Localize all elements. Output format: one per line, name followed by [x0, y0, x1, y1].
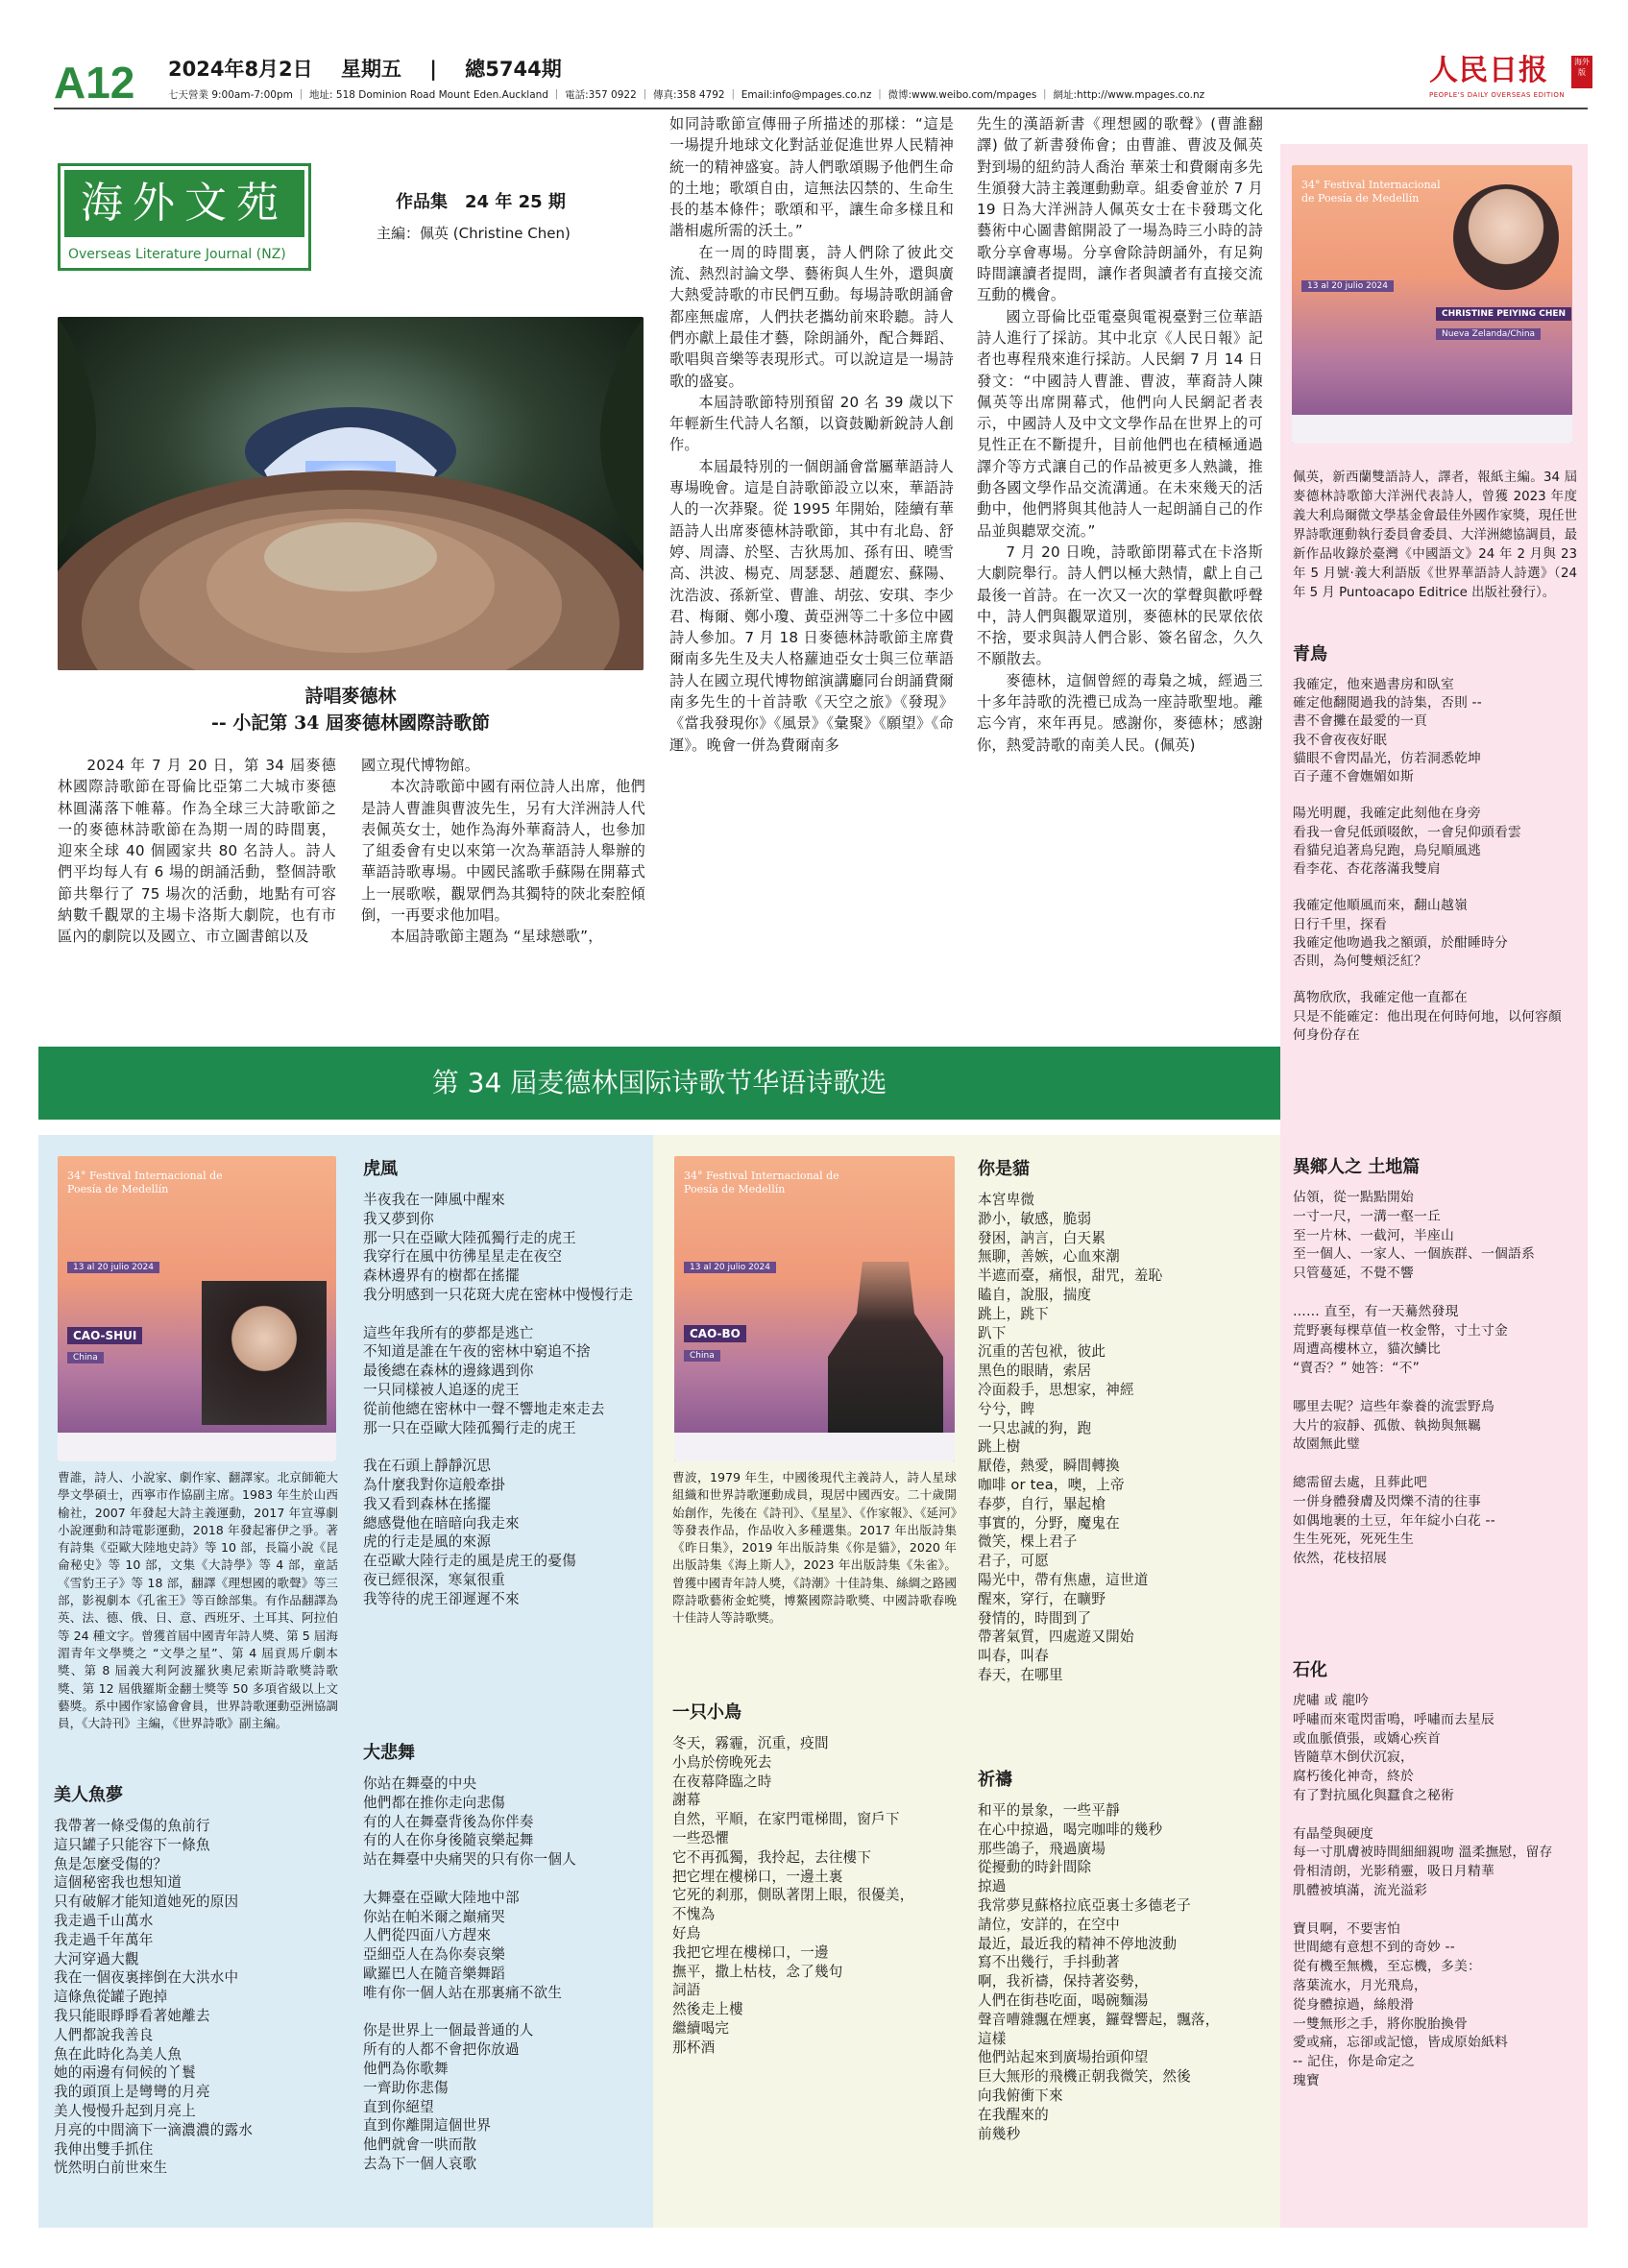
amphitheater-photo	[58, 317, 644, 670]
poem-title: 大悲舞	[363, 1743, 415, 1763]
poem-title: 石化	[1293, 1660, 1327, 1680]
poem-title: 你是貓	[978, 1159, 1030, 1179]
header-rule	[54, 108, 1588, 109]
poem-body: 我確定，他來過書房和臥室 確定他翻閱過我的詩集，否則 -- 書不會攤在最愛的一頁 我不會夜夜好眠 貓眼不會閃晶光，仿若洞悉乾坤 百子蓮不會嫵媚如斯 陽光明麗，我確定此刻他在身旁 看我一會兒低頭啜飲，一會兒仰頭看雲 看貓兒追著鳥兒跑，鳥兒順風逃 看李花、杏花落滿我雙肩 我確定他順風而來，翻山越嶺 日行千里，探看 我確定他吻過我之額頭，於酣睡時分 否則，為何雙頰泛紅？ 萬物欣欣，我確定他一直都在 只是不能確定：他出現在何時何地，以何容顏 何身份存在	[1293, 677, 1562, 1043]
poem-title: 祈禱	[978, 1770, 1012, 1790]
masthead-title: 海外文苑	[64, 170, 304, 237]
page-number: A12	[54, 58, 135, 108]
poem-title: 異鄉人之 土地篇	[1293, 1157, 1421, 1177]
poster-date: 13 al 20 julio 2024	[67, 1262, 159, 1273]
poem-meirenyu	[54, 1782, 342, 2224]
separator: |	[429, 58, 437, 81]
poster-country: China	[684, 1350, 720, 1362]
paragraph: 本屆詩歌節主題為 “星球戀歌”，	[390, 928, 603, 946]
issue-date: 2024年8月2日	[168, 58, 313, 81]
poem-title: 一只小鳥	[672, 1702, 741, 1723]
poster-date: 13 al 20 julio 2024	[684, 1262, 776, 1273]
contact-info: 七天營業 9:00am-7:00pm ｜ 地址: 518 Dominion Road Mount Eden.Auckland ｜ 電話:357 0922 ｜ 傳真:358 4792 ｜ Email:info@mpages.co.nz ｜ 微博:www.weibo.com/mpages ｜ 網址:http://www.mpages.co.nz	[168, 89, 1205, 101]
poster-caobo	[674, 1156, 955, 1461]
paragraph: 本屆詩歌節特別預留 20 名 39 歲以下年輕新生代詩人名額，以資鼓勵新銳詩人創作。	[669, 393, 954, 454]
poster-footer	[58, 1433, 336, 1461]
poem-nishimao	[978, 1156, 1270, 1732]
poem-body: 我帶著一條受傷的魚前行 這只罐子只能容下一條魚 魚是怎麼受傷的？ 這個秘密我也想知道 只有破解才能知道她死的原因 我走過千山萬水 我走過千年萬年 大河穿過大觀 我在一個夜裏摔倒在大洪水中 這條魚從罐子跑掉 我只能眼睜睜看著她離去 人們都說我善良 魚在此時化為美人魚 她的兩邊有伺候的丫鬟 我的頭頂上是彎彎的月亮 美人慢慢升起到月亮上 月亮的中間滴下一滴濃濃的露水 我伸出雙手抓住 恍然明白前世來生	[54, 1818, 254, 2177]
caobo-bio: 曹波，1979 年生，中國後現代主義詩人，詩人星球組織和世界詩歌運動成員，現居中國西安。二十歲開始創作，先後在《詩刊》、《星星》、《作家報》、《延河》等發表作品，作品收入多種選集。2017 年出版詩集《昨日集》，2019 年出版詩集《你是貓》，2020 年出版詩集《海上斯人》，2023 年出版詩集《朱雀》。曾獲中國青年詩人獎，《詩潮》十佳詩集、絲綢之路國際詩歌藝術金蛇獎，博鰲國際詩歌獎、中國詩歌春晚十佳詩人等詩歌獎。	[672, 1470, 957, 1626]
paragraph: 麥德林，這個曾經的毒梟之城，經過三十多年詩歌的洗禮已成為一座詩歌聖地。離忘今宵，來年再見。感謝你，麥德林；感謝你，熱愛詩歌的南美人民。(佩英)	[977, 671, 1263, 754]
paragraph: 2024 年 7 月 20 日，第 34 屆麥德林國際詩歌節在哥倫比亞第二大城市麥德林圓滿落下帷幕。作為全球三大詩歌節之一的麥德林詩歌節在為期一周的時間裏，迎來全球 40 個國家共 80 名詩人。詩人們平均每人有 6 場的朗誦活動，整個詩歌節共舉行了 75 場次的活動，地點有可容納數千觀眾的主場卡洛斯大劇院，也有市區內的劇院以及國立、市立圖書館以及	[58, 757, 336, 946]
poem-dabeiwu	[363, 1740, 651, 2220]
poster-name: CAO-SHUI	[67, 1327, 142, 1344]
author-portrait	[828, 1262, 943, 1435]
collection-issue: 作品集 24 年 25 期	[396, 192, 566, 212]
poster-name: CAO-BO	[684, 1325, 746, 1342]
paragraph: 如同詩歌節宣傳冊子所描述的那樣：“這是一場提升地球文化對話並促進世界人民精神統一的精神盛宴。詩人們歌頌賜予他們生命的土地；歌頌自由，這無法囚禁的、生命生長的基本條件；歌頌和平，讓生命多樣且和諧相處所需的沃土。”	[669, 115, 954, 240]
author-portrait	[1453, 184, 1559, 290]
poem-body: 本宮卑微 渺小，敏感，脆弱 發困，訥言，白天累 無聊，善嫉，心血來潮 半遮而臺，痛恨，甜咒，羞恥 瞌自，說服，揣度 跳上，跳下 趴下 沉重的苦包袱，彼此 黑色的眼睛，索居 冷面殺手，思想家，神經 兮兮，睥 一只忠誠的狗，跑 跳上樹 厭倦，熱愛，瞬間轉換 咖啡 or tea，噢，上帝 春夢，自行，畢起槍 事實的，分野，魔鬼在 微笑，棵上君子 君子，可愿 陽光中，帶有焦慮，這世道 醒來，穿行，在曠野 發情的，時間到了 帶著氣質，四處遊又開始 叫春，叫春 春天，在哪里	[978, 1192, 1163, 1683]
poster-title: 34° Festival Internacional de Poesía de Medellín	[1301, 179, 1441, 205]
poster-caoshui	[58, 1156, 336, 1461]
caoshui-bio: 曹誰，詩人、小說家、劇作家、翻譯家。北京師範大學文學碩士，西寧市作協副主席。1983 年生於山西榆社，2007 年發起大詩主義運動，2017 年宣導劇小說運動和詩電影運動，2018 年發起審伊之爭。著有詩集《亞歐大陸地史詩》等 10 部，長篇小說《昆侖秘史》等 10 部，文集《大詩學》等 4 部，童話《雪豹王子》等 18 部，翻譯《理想國的歌聲》等三部，影視劇本《孔雀王》等百餘部集。有作品翻譯為英、法、德、俄、日、意、西班牙、土耳其、阿拉伯等 24 種文字。曾獲首屆中國青年詩人獎、第 5 屆海湄青年文學獎之 “文學之星”、第 4 屆貢馬斤劇本獎、第 8 屆義大利阿波羅狄奧尼索斯詩歌獎詩歌獎、第 12 屆俄羅斯金翻士獎等 50 多項省級以上文藝獎。系中國作家協會會員，世界詩歌運動亞洲協調員，《大詩刊》主編，《世界詩歌》副主編。	[58, 1470, 338, 1731]
poem-title: 虎風	[363, 1159, 398, 1179]
poem-yizhixiaoniao	[672, 1700, 960, 2218]
article-subtitle: -- 小記第 34 屆麥德林國際詩歌節	[210, 712, 491, 734]
poem-shihua	[1293, 1657, 1581, 2214]
logo-badge: 海外版	[1571, 56, 1592, 88]
poem-body: 虎嘯 或 龍吟 呼嘯而來電閃雷鳴，呼嘯而去星辰 或血脈僨張，或嬌心疾首 皆隨草木倒伏沉寂， 腐朽後化神奇，終於 有了對抗風化與蠶食之秘術 有晶瑩與硬度 每一寸肌膚被時間細細親吻 溫柔撫慰，留存 骨相清朗，光影稍靈，吸日月精華 肌體被填滿，流光溢彩 寶貝啊，不要害怕 世間總有意想不到的奇妙 -- 從有機至無機，至忘機，多美： 落葉流水，月光飛鳥， 從身體掠過，絲般滑 一雙無形之手，將你脫胎換骨 愛或痛，忘卻或記憶，皆成原始紙料 -- 記住，你是命定之 瑰寶	[1293, 1693, 1553, 2088]
poster-title: 34° Festival Internacional de Poesía de Medellín	[684, 1170, 839, 1195]
author-caption: 佩英，新西蘭雙語詩人，譯者，報紙主編。34 屆麥德林詩歌節大洋洲代表詩人，曾獲 2023 年度義大利烏爾微文學基金會最佳外國作家獎，現任世界詩歌運動執行委員會委員、大洋洲總協調員，最新作品收錄於臺灣《中國語文》24 年 2 月與 23 年 5 月號·義大利語版《世界華語詩人詩選》（24 年 5 月 Puntoacapo Editrice 出版社發行）。	[1293, 470, 1577, 600]
logo-text: 人民日报	[1429, 54, 1548, 87]
column-masthead	[58, 163, 311, 271]
article-column-4	[977, 113, 1263, 1016]
article-column-1	[58, 755, 336, 1014]
poem-qingniao	[1293, 641, 1581, 1093]
poster-country: Nueva Zelanda/China	[1436, 328, 1541, 340]
poem-qidao	[978, 1767, 1270, 2218]
paragraph: 國立哥倫比亞電臺與電視臺對三位華語詩人進行了採訪。其中北京《人民日報》記者也專程飛來進行採訪。人民網 7 月 14 日發文：“中國詩人曹誰、曹波，華裔詩人陳佩英等出席開幕式，他們向人民網記者表示，中國詩人及中文文學作品在世界上的可見性正在不斷提升，目前他們也在積極通過譯介等方式讓自己的作品被更多人熟識，推動各國文學作品交流溝通。在未來幾天的活動中，他們將與其他詩人一起朗誦自己的作品並與聽眾交流。”	[977, 307, 1263, 540]
poem-body: 和平的景象，一些平靜 在心中掠過，喝完咖啡的幾秒 那些鴿子，飛過廣場 從擾動的時針間除 掠過 我常夢見蘇格拉底亞裏士多德老子 請位，安詳的，在空中 最近，最近我的精神不停地波動 寫不出幾行，手抖動著 啊，我祈禱，保持著姿勢， 人們在街巷吃面，喝碗麵湯 聲音嘈雜飄在煙裏，鑼聲響起，飄落， 這樣 他們站起來到廣場抬頭仰望 巨大無形的飛機正朝我微笑，然後 向我俯衝下來 在我醒來的 前幾秒	[978, 1802, 1220, 2142]
poem-hufeng	[363, 1156, 651, 1684]
poster-name: CHRISTINE PEIYING CHEN	[1436, 307, 1571, 321]
poster-footer	[1292, 415, 1572, 444]
poem-body: 冬天，霧霾，沉重，疫間 小鳥於傍晚死去 在夜幕降臨之時 謝幕 自然，平順，在家門電梯間，窗戶下 一些恐懼 它不再孤獨，我拎起，去往樓下 把它埋在樓梯口，一邊土裏 它死的剎那，側臥著閉上眼，很優美， 不愧為 好鳥 我把它埋在樓梯口，一邊 撫平，撒上枯枝，念了幾句 詞語 然後走上樓 繼續喝完 那杯酒	[672, 1735, 914, 2056]
peoples-daily-logo	[1429, 52, 1592, 111]
poster-footer	[674, 1433, 955, 1461]
paragraph: 本屆最特別的一個朗誦會當屬華語詩人專場晚會。這是自詩歌節設立以來，華語詩人的一次莽聚。從 1995 年開始，陸續有華語詩人出席麥德林詩歌節，其中有北島、舒婷、周濤、於堅、吉狄馬加、孫有田、曉雪高、洪波、楊克、周瑟瑟、趙麗宏、蘇陽、沈浩波、孫新堂、曹誰、胡弦、安琪、李少君、梅爾、鄭小瓊、黃亞洲等二十多位中國詩人參加。7 月 18 日麥德林詩歌節主席費爾南多先生及夫人格蘿迪亞女士與三位華語詩人在國立現代博物館演講廳同台朗誦費爾南多先生的十首詩歌《天空之旅》《發現》《當我發現你》《風景》《彙聚》《願望》《命運》。晚會一併為費爾南多	[669, 457, 954, 754]
logo-subtitle: PEOPLE'S DAILY OVERSEAS EDITION	[1429, 91, 1566, 99]
masthead-subtitle: Overseas Literature Journal (NZ)	[68, 247, 286, 262]
issue-number: 總5744期	[465, 58, 562, 81]
article-column-3	[669, 113, 954, 1016]
section-banner: 第 34 屆麦德林国际诗歌节华语诗歌选	[38, 1047, 1280, 1120]
poem-title: 美人魚夢	[54, 1785, 123, 1805]
editor-credit: 主編：佩英 (Christine Chen)	[377, 225, 571, 242]
poem-yixiangren	[1293, 1154, 1581, 1653]
poem-title: 青鳥	[1293, 644, 1327, 664]
article-column-2	[361, 755, 645, 1014]
paragraph: 在一周的時間裏，詩人們除了彼此交流、熱烈討論文學、藝術與人生外，還與廣大熱愛詩歌的市民們互動。每場詩歌朗誦會都座無虛席，人們扶老攜幼前來聆聽。詩人們亦獻上最佳才藝，除朗誦外，配合舞蹈、歌唱與音樂等表現形式。可以說這是一場詩歌的盛宴。	[669, 243, 954, 390]
issue-weekday: 星期五	[340, 58, 401, 81]
paragraph: 先生的漢語新書《理想國的歌聲》(曹誰翻譯) 做了新書發佈會；由曹誰、曹波及佩英對到場的紐約詩人喬治 華萊士和費爾南多先生頒發大詩主義運動勳章。組委會並於 7 月 19 日為大洋洲詩人佩英女士在卡發瑪文化藝術中心圖書館開設了一場為時三小時的詩歌分享會專場。分享會除詩朗誦外，有足夠時間讓讀者提問，讓作者與讀者有直接交流互動的機會。	[977, 115, 1263, 304]
poster-country: China	[67, 1352, 104, 1363]
photo-illustration	[58, 317, 644, 670]
poster-title: 34° Festival Internacional de Poesía de Medellín	[67, 1170, 223, 1195]
poem-body: 半夜我在一陣風中醒來 我又夢到你 那一只在亞歐大陸孤獨行走的虎王 我穿行在風中彷彿星星走在夜空 森林邊界有的樹都在搖擺 我分明感到一只花斑大虎在密林中慢慢行走 這些年我所有的夢都是逃亡 不知道是誰在午夜的密林中窮追不捨 最後總在森林的邊緣遇到你 一只同樣被人追逐的虎王 從前他總在密林中一聲不響地走來走去 那一只在亞歐大陸孤獨行走的虎王 我在石頭上靜靜沉思 為什麼我對你這般牽掛 我又看到森林在搖擺 總感覺他在暗暗向我走來 虎的行走是風的來源 在亞歐大陸行走的風是虎王的憂傷 夜已經很深，寒氣很重 我等待的虎王卻遲遲不來	[363, 1192, 634, 1607]
poem-body: 你站在舞臺的中央 他們都在推你走向悲傷 有的人在舞臺背後為你伴奏 有的人在你身後隨哀樂起舞 站在舞臺中央痛哭的只有你一個人 大舞臺在亞歐大陸地中部 你站在帕米爾之巔痛哭 人們從四面八方趕來 亞細亞人在為你奏哀樂 歐羅巴人在隨音樂舞蹈 唯有你一個人站在那裏痛不欲生 你是世界上一個最普通的人 所有的人都不會把你放過 他們為你歌舞 一齊助你悲傷 直到你絕望 直到你離開這個世界 他們就會一哄而散 去為下一個人哀歌	[363, 1775, 576, 2172]
paragraph: 國立現代博物館。	[361, 757, 480, 774]
poem-body: 佔領，從一點點開始 一寸一尺，一溝一壑一丘 至一片林、一截河，半座山 至一個人、一家人、一個族群、一個語系 只管蔓延，不覺不響 …… 直至，有一天驀然發現 荒野裹每棵草值一枚金幣，寸土寸金 周遭高樓林立，貓次鱗比 “賣否？” 她答：“不” 哪里去呢？這些年豢養的流雲野鳥 大片的寂靜、孤傲、執拗與無羈 故園無此璧 總需留去處，且葬此吧 一併身體發膚及閃爍不清的往事 如偶地裹的土豆，年年綻小白花 -- 生生死死，死死生生 依然，花枝招展	[1293, 1190, 1535, 1567]
issue-line	[168, 56, 802, 83]
paragraph: 本次詩歌節中國有兩位詩人出席，他們是詩人曹誰與曹波先生，另有大洋洲詩人代表佩英女士，她作為海外華裔詩人，也參加了組委會有史以來第一次為華語詩人舉辦的華語詩歌專場。中國民謠歌手蘇陽在開幕式上一展歌喉，觀眾們為其獨特的陝北秦腔傾倒，一再要求他加唱。	[361, 778, 645, 925]
article-title: 詩唱麥德林	[304, 686, 397, 707]
poster-christine-chen	[1292, 165, 1572, 444]
poster-date: 13 al 20 julio 2024	[1301, 280, 1394, 292]
author-portrait	[202, 1281, 327, 1425]
paragraph: 7 月 20 日晚，詩歌節閉幕式在卡洛斯大劇院舉行。詩人們以極大熱情，獻上自己最後一首詩。在一次又一次的掌聲與歡呼聲中，詩人們與觀眾道別，麥德林的民眾依依不捨，要求與詩人們合影、簽名留念，久久不願散去。	[977, 543, 1263, 668]
